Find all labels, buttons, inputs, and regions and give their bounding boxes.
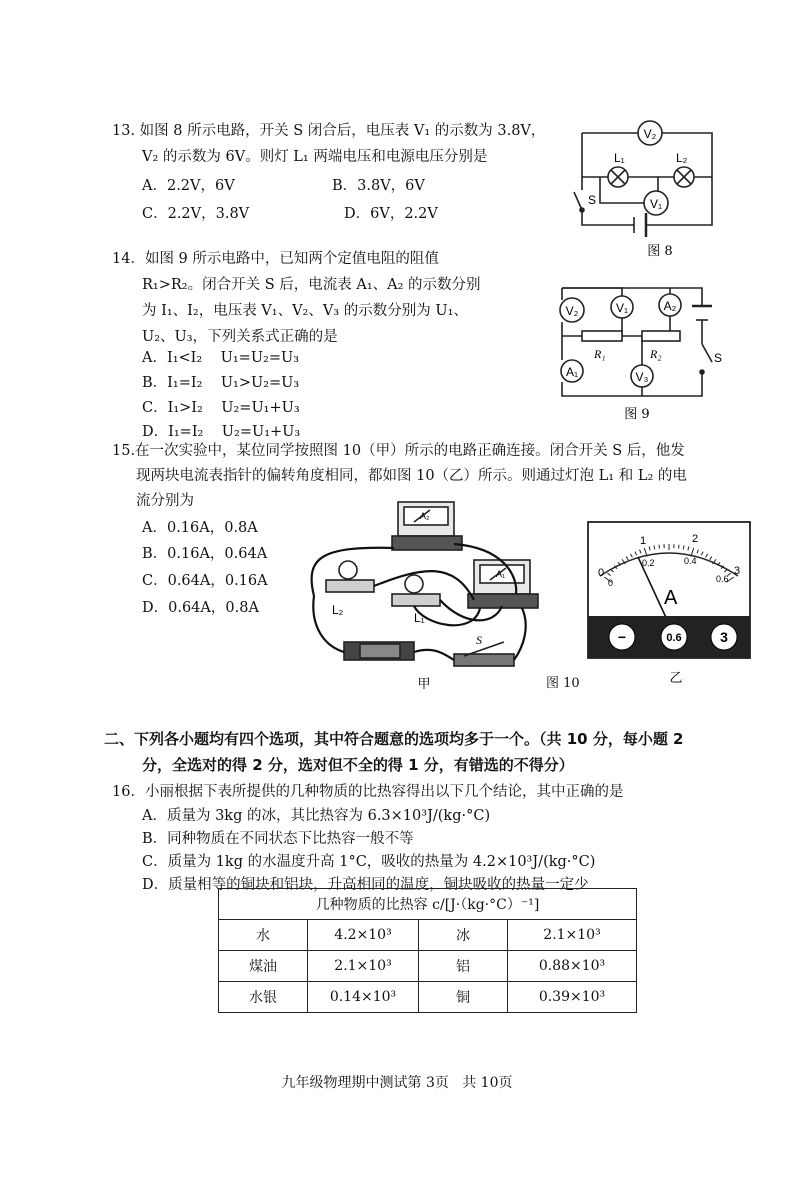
q13-option-b: B．3.8V，6V [332,178,425,194]
fig10-s-label: S [476,633,482,647]
table-cell: 0.39×10³ [508,982,637,1013]
figure-9-circuit [552,276,728,426]
fig9-a2-label: A₂ [663,299,677,313]
fig10-yi-caption: 乙 [669,671,683,686]
specific-heat-table [218,888,637,1013]
fig10-l2-label: L₂ [332,603,344,617]
meter-top-2: 2 [692,533,699,545]
fig8-l2-label: L₂ [676,151,688,165]
table-cell: 2.1×10³ [308,951,419,982]
meter-bottom-2: 0.4 [684,556,697,566]
q16-option-b: B．同种物质在不同状态下比热容一般不等 [142,831,414,847]
meter-top-1: 1 [640,535,647,547]
terminal-0-6: 0.6 [666,632,682,644]
fig9-v3-label: V₃ [635,370,649,384]
q14-line3: 为 I₁、I₂，电压表 V₁、V₂、V₃ 的示数分别为 U₁、 [142,303,468,319]
fig9-r2-label: R₂ [650,347,662,361]
terminal-minus: − [617,629,627,645]
fig9-r1-label: R₁ [594,347,606,361]
fig9-caption: 图 9 [624,407,650,422]
table-cell: 2.1×10³ [508,920,637,951]
table-header: 几种物质的比热容 c/[J·（kg·°C）⁻¹] [219,889,637,920]
fig8-l1-label: L₁ [614,151,625,165]
q15-option-a: A．0.16A，0.8A [142,520,258,536]
table-cell: 铜 [419,982,508,1013]
terminal-3: 3 [720,629,728,645]
q15-option-d: D．0.64A，0.8A [142,600,259,616]
meter-tick [679,545,680,549]
fig8-v1-label: V₁ [649,197,663,211]
table-cell: 0.14×10³ [308,982,419,1013]
figure-8-circuit [570,115,720,260]
fig9-v1-label: V₁ [615,301,629,315]
q15-option-b: B．0.16A，0.64A [142,546,268,562]
meter-bottom-1: 0.2 [642,558,655,568]
fig10-l1-label: L₁ [414,611,425,625]
q16-line1: 16．小丽根据下表所提供的几种物质的比热容得出以下几个结论，其中正确的是 [112,784,624,800]
q13-option-d: D．6V，2.2V [344,206,438,222]
table-cell: 冰 [419,920,508,951]
q15-line1: 15.在一次实验中，某位同学按照图 10（甲）所示的电路正确连接。闭合开关 S 后，他发 [112,443,685,459]
q15-line2: 现两块电流表指针的偏转角度相同，都如图 10（乙）所示。则通过灯泡 L₁ 和 L₂ 的电 [136,468,687,484]
fig8-v2-label: V₂ [643,127,657,141]
q14-option-d: D．I₁=I₂ U₂=U₁+U₃ [142,424,301,440]
q14-line2: R₁>R₂。闭合开关 S 后，电流表 A₁、A₂ 的示数分别 [142,277,481,293]
q14-line4: U₂、U₃，下列关系式正确的是 [142,329,338,345]
table-row [219,920,637,951]
fig9-s-label: S [714,351,723,365]
q15-option-c: C．0.64A，0.16A [142,573,268,589]
fig9-v2-label: V₂ [565,304,579,318]
figure-10-yi-ammeter [586,520,752,690]
q16-option-a: A．质量为 3kg 的冰，其比热容为 6.3×10³J/(kg·°C) [142,808,491,824]
fig9-a1-label: A₁ [565,365,579,379]
table-cell: 铝 [419,951,508,982]
meter-top-3: 3 [734,565,741,577]
fig10-a2-label: A₂ [420,511,430,521]
q15-line3: 流分别为 [136,493,194,509]
q13-line2: V₂ 的示数为 6V。则灯 L₁ 两端电压和电源电压分别是 [142,149,488,165]
table-cell: 0.88×10³ [508,951,637,982]
meter-bottom-0: 0 [608,578,614,588]
table-row [219,982,637,1013]
section2-title-line2: 分，全选对的得 2 分，选对但不全的得 1 分，有错选的不得分） [142,756,574,774]
q16-option-c: C．质量为 1kg 的水温度升高 1°C，吸收的热量为 4.2×10³J/(kg·°C) [142,854,596,870]
q14-option-c: C．I₁>I₂ U₂=U₁+U₃ [142,400,300,416]
meter-tick [659,545,660,549]
table-cell: 4.2×10³ [308,920,419,951]
fig8-caption: 图 8 [647,244,673,259]
q14-line1: 14．如图 9 所示电路中，已知两个定值电阻的阻值 [112,251,439,267]
meter-unit: A [664,587,678,609]
meter-top-0: 0 [598,567,605,579]
meter-bottom-3: 0.6 [716,574,729,584]
q13-option-c: C．2.2V，3.8V [142,206,250,222]
fig8-s-label: S [588,193,597,207]
table-header-row [219,889,637,920]
page-footer: 九年级物理期中测试第 3页 共 10页 [281,1075,513,1091]
table-cell: 水 [219,920,308,951]
table-cell: 水银 [219,982,308,1013]
fig10-jia-caption: 甲 [417,677,431,692]
q13-line1: 13. 如图 8 所示电路，开关 S 闭合后，电压表 V₁ 的示数为 3.8V， [112,123,546,139]
fig10-a1-label: A₁ [496,569,506,579]
q14-option-a: A．I₁<I₂ U₁=U₂=U₃ [142,350,300,366]
q14-option-b: B．I₁=I₂ U₁>U₂=U₃ [142,375,300,391]
table-row [219,951,637,982]
q16-option-d: D．质量相等的铜块和铝块，升高相同的温度，铜块吸收的热量一定少 [142,877,589,893]
q13-option-a: A．2.2V，6V [142,178,235,194]
fig10-caption: 图 10 [546,676,580,691]
section2-title-line1: 二、下列各小题均有四个选项，其中符合题意的选项均多于一个。（共 10 分，每小题 2 [104,730,684,748]
figure-10-jia-circuit [304,496,544,694]
table-cell: 煤油 [219,951,308,982]
